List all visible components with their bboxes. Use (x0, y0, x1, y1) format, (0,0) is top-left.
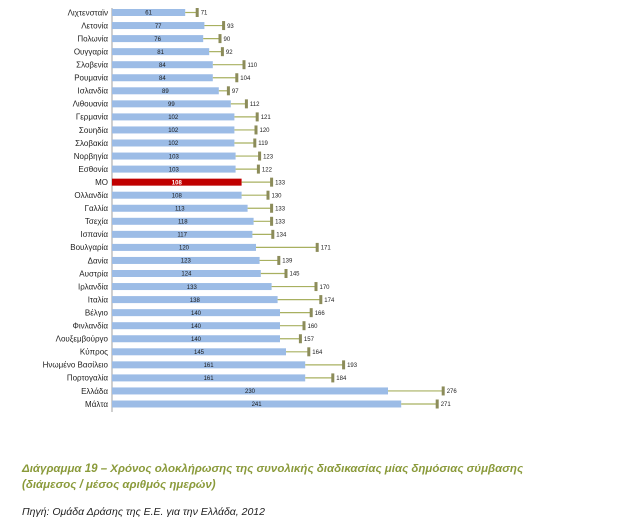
mean-value-label: 139 (282, 258, 293, 265)
mean-marker (256, 112, 259, 121)
category-label: Ηνωμένο Βασίλειο (42, 360, 108, 370)
median-value-label: 120 (178, 245, 190, 252)
median-value-label: 161 (203, 363, 214, 370)
median-value-label: 133 (186, 284, 197, 291)
category-label: Ολλανδία (74, 191, 108, 200)
mean-value-label: 119 (258, 141, 268, 148)
mean-value-label: 97 (231, 89, 239, 95)
mean-value-label: 120 (259, 128, 270, 135)
mean-marker (253, 139, 256, 148)
category-label: Ρουμανία (74, 73, 108, 83)
category-label: ΜΟ (95, 177, 108, 187)
mean-marker (307, 347, 310, 356)
median-value-label: 99 (168, 102, 175, 109)
mean-value-label: 170 (319, 284, 330, 291)
category-label: Ιρλανδία (78, 282, 108, 292)
plot-area (43, 8, 458, 409)
mean-value-label: 276 (446, 389, 457, 396)
mean-marker (319, 295, 322, 304)
mean-value-label: 171 (320, 245, 331, 252)
category-label: Εσθονία (78, 164, 108, 174)
mean-value-label: 145 (289, 271, 300, 278)
median-value-label: 108 (171, 180, 182, 187)
median-value-label: 161 (203, 376, 214, 383)
median-value-label: 241 (251, 402, 262, 409)
median-value-label: 108 (171, 193, 182, 200)
mean-value-label: 133 (275, 206, 286, 213)
mean-value-label: 157 (303, 336, 314, 343)
mean-marker (267, 191, 270, 200)
mean-value-label: 184 (336, 376, 347, 383)
category-label: Λετονία (81, 21, 108, 31)
category-label: Φινλανδία (72, 321, 108, 331)
median-value-label: 117 (177, 232, 187, 239)
median-value-label: 81 (157, 49, 164, 56)
category-label: Σλοβενία (76, 60, 108, 70)
mean-value-label: 160 (307, 323, 318, 330)
category-label: Ουγγαρία (73, 47, 108, 57)
median-value-label: 102 (168, 141, 179, 148)
median-value-label: 138 (189, 297, 200, 304)
mean-marker (303, 321, 306, 330)
category-label: Γαλλία (84, 204, 108, 214)
median-value-label: 140 (190, 323, 202, 330)
mean-marker (270, 178, 273, 187)
median-value-label: 113 (175, 206, 185, 213)
category-label: Βουλγαρία (70, 243, 108, 253)
mean-value-label: 110 (247, 62, 258, 69)
median-value-label: 102 (168, 128, 179, 135)
median-value-label: 84 (159, 62, 166, 69)
category-label: Αυστρία (79, 269, 108, 279)
category-label: Ισλανδία (77, 86, 108, 96)
category-label: Λουξεμβούργο (55, 334, 108, 344)
mean-value-label: 122 (261, 167, 272, 174)
median-value-label: 118 (178, 219, 188, 226)
mean-marker (310, 308, 313, 317)
caption-line-2: (διάμεσος / μέσος αριθμός ημερών) (22, 479, 216, 491)
median-value-label: 145 (193, 350, 205, 356)
mean-value-label: 93 (227, 23, 234, 30)
mean-marker (442, 386, 445, 395)
mean-value-label: 112 (249, 102, 260, 109)
mean-marker (436, 400, 439, 409)
caption-line-1: Διάγραμμα 19 – Χρόνος ολοκλήρωσης της συνολικής διαδικασίας μίας δημόσιας σύμβασης (22, 463, 524, 475)
mean-marker (315, 282, 318, 291)
category-label: Λιθουανία (72, 99, 108, 109)
mean-value-label: 133 (275, 180, 286, 187)
mean-value-label: 130 (271, 193, 282, 200)
median-value-label: 230 (244, 389, 256, 396)
category-label: Ιταλία (87, 295, 108, 305)
median-value-label: 103 (168, 167, 179, 174)
category-label: Ισπανία (80, 230, 108, 240)
mean-marker (222, 21, 225, 30)
mean-marker (258, 152, 261, 161)
mean-value-label: 123 (263, 154, 274, 161)
mean-value-label: 71 (200, 10, 208, 17)
mean-value-label: 104 (240, 75, 251, 82)
mean-value-label: 164 (312, 350, 323, 356)
category-label: Τσεχία (84, 217, 108, 227)
median-value-label: 140 (190, 336, 202, 343)
mean-marker (271, 230, 274, 239)
mean-value-label: 121 (260, 115, 271, 122)
mean-marker (277, 256, 280, 265)
mean-marker (257, 165, 260, 174)
median-value-label: 123 (180, 258, 191, 265)
chart-caption (22, 461, 622, 493)
mean-marker (255, 125, 258, 134)
category-label: Λιχτενσταϊν (67, 8, 108, 18)
mean-marker (243, 60, 246, 69)
mean-marker (342, 360, 345, 369)
median-value-label: 77 (154, 23, 162, 30)
mean-marker (316, 243, 319, 252)
mean-value-label: 174 (324, 297, 335, 304)
median-value-label: 124 (181, 271, 192, 278)
category-label: Σουηδία (78, 125, 108, 135)
mean-value-label: 193 (347, 363, 358, 370)
category-label: Σλοβακία (75, 138, 108, 148)
median-value-label: 84 (159, 75, 166, 82)
median-value-label: 103 (168, 154, 179, 161)
median-value-label: 140 (190, 310, 202, 317)
category-label: Κύπρος (79, 347, 108, 357)
median-value-label: 61 (145, 10, 152, 17)
mean-marker (235, 73, 238, 82)
median-value-label: 89 (162, 89, 169, 95)
median-value-label: 76 (154, 36, 161, 43)
mean-marker (227, 86, 230, 95)
mean-value-label: 92 (225, 49, 233, 56)
mean-marker (299, 334, 302, 343)
category-label: Πολωνία (77, 34, 108, 44)
chart-source: Πηγή: Ομάδα Δράσης της Ε.Ε. για την Ελλάδα, 2012 (22, 506, 265, 518)
mean-value-label: 134 (276, 232, 287, 239)
mean-marker (221, 47, 224, 56)
median-value-label: 102 (168, 115, 179, 122)
mean-marker (285, 269, 288, 278)
mean-marker (331, 373, 334, 382)
mean-value-label: 90 (223, 36, 231, 43)
mean-marker (245, 99, 248, 108)
mean-value-label: 166 (314, 310, 325, 317)
category-label: Μάλτα (85, 399, 108, 409)
category-label: Γερμανία (75, 112, 108, 122)
mean-marker (270, 217, 273, 226)
mean-value-label: 133 (275, 219, 286, 226)
mean-value-label: 271 (440, 402, 451, 409)
category-label: Βέλγιο (84, 308, 108, 318)
mean-marker (196, 8, 199, 17)
category-label: Δανία (87, 256, 108, 266)
mean-marker (270, 204, 273, 213)
category-label: Ελλάδα (81, 386, 108, 396)
category-label: Νορβηγία (73, 151, 108, 161)
category-label: Πορτογαλία (66, 373, 108, 383)
mean-marker (219, 34, 222, 43)
